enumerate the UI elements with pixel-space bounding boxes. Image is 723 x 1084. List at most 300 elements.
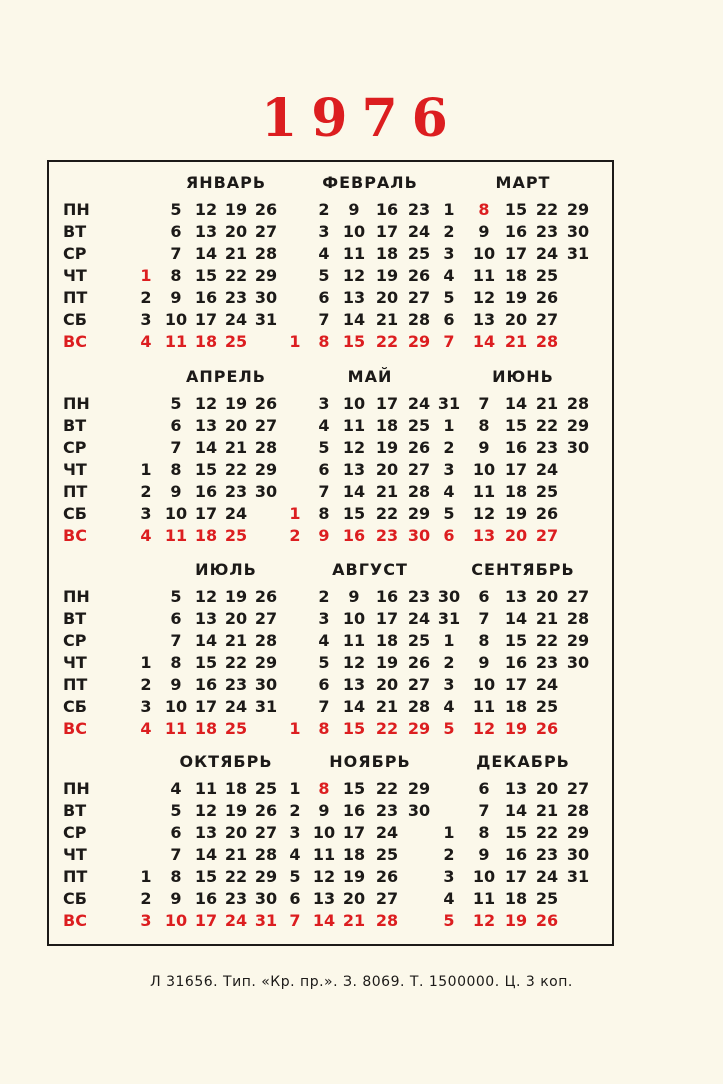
day-number: 24 (535, 460, 559, 479)
day-number: 22 (375, 779, 399, 798)
day-number: 14 (472, 332, 496, 351)
day-number: 29 (407, 332, 431, 351)
day-number: 1 (289, 332, 301, 351)
day-number: 1 (289, 504, 301, 523)
weekday-label: СБ (63, 504, 87, 523)
day-number: 12 (312, 867, 336, 886)
day-number: 8 (170, 867, 182, 886)
day-number: 3 (140, 697, 152, 716)
day-number: 24 (224, 911, 248, 930)
day-number: 11 (194, 779, 218, 798)
day-number: 27 (535, 310, 559, 329)
day-number: 7 (318, 697, 330, 716)
day-number: 5 (443, 911, 455, 930)
day-number: 23 (535, 438, 559, 457)
day-number: 11 (342, 244, 366, 263)
day-number: 5 (170, 200, 182, 219)
day-number: 15 (504, 823, 528, 842)
day-number: 2 (140, 675, 152, 694)
day-number: 3 (318, 222, 330, 241)
day-number: 17 (194, 310, 218, 329)
year-title: 1976 (261, 88, 462, 149)
day-number: 15 (194, 460, 218, 479)
day-number: 30 (566, 222, 590, 241)
day-number: 26 (535, 288, 559, 307)
day-number: 3 (443, 675, 455, 694)
day-number: 8 (478, 823, 490, 842)
day-number: 19 (504, 719, 528, 738)
day-number: 15 (194, 266, 218, 285)
day-number: 30 (566, 845, 590, 864)
day-number: 3 (318, 394, 330, 413)
day-number: 21 (504, 332, 528, 351)
day-number: 14 (342, 697, 366, 716)
day-number: 16 (342, 801, 366, 820)
day-number: 7 (170, 438, 182, 457)
day-number: 2 (443, 222, 455, 241)
day-number: 25 (535, 697, 559, 716)
day-number: 5 (170, 587, 182, 606)
weekday-label: ВТ (63, 609, 87, 628)
day-number: 8 (318, 779, 330, 798)
day-number: 14 (194, 438, 218, 457)
day-number: 18 (375, 631, 399, 650)
day-number: 6 (443, 310, 455, 329)
day-number: 5 (318, 266, 330, 285)
day-number: 30 (254, 288, 278, 307)
day-number: 19 (342, 867, 366, 886)
day-number: 2 (318, 200, 330, 219)
day-number: 20 (504, 310, 528, 329)
day-number: 20 (375, 288, 399, 307)
day-number: 17 (504, 867, 528, 886)
day-number: 17 (194, 504, 218, 523)
day-number: 5 (443, 504, 455, 523)
day-number: 20 (535, 587, 559, 606)
day-number: 20 (224, 416, 248, 435)
day-number: 14 (194, 845, 218, 864)
day-number: 24 (224, 697, 248, 716)
day-number: 22 (535, 631, 559, 650)
day-number: 23 (407, 200, 431, 219)
day-number: 25 (224, 719, 248, 738)
day-number: 16 (194, 889, 218, 908)
month-name: АПРЕЛЬ (186, 367, 266, 386)
day-number: 23 (407, 587, 431, 606)
day-number: 12 (194, 801, 218, 820)
day-number: 10 (342, 394, 366, 413)
weekday-label: ВТ (63, 222, 87, 241)
day-number: 23 (224, 675, 248, 694)
day-number: 7 (170, 244, 182, 263)
day-number: 22 (375, 719, 399, 738)
day-number: 9 (478, 222, 490, 241)
day-number: 12 (194, 394, 218, 413)
day-number: 27 (535, 526, 559, 545)
day-number: 20 (224, 609, 248, 628)
weekday-label: ЧТ (63, 266, 87, 285)
day-number: 10 (342, 222, 366, 241)
day-number: 26 (407, 653, 431, 672)
day-number: 24 (375, 823, 399, 842)
day-number: 20 (224, 823, 248, 842)
day-number: 5 (170, 801, 182, 820)
day-number: 4 (140, 526, 152, 545)
day-number: 11 (164, 719, 188, 738)
day-number: 22 (224, 266, 248, 285)
day-number: 21 (375, 310, 399, 329)
day-number: 1 (443, 631, 455, 650)
month-name: ИЮНЬ (492, 367, 554, 386)
day-number: 11 (472, 697, 496, 716)
day-number: 13 (472, 526, 496, 545)
day-number: 30 (566, 438, 590, 457)
day-number: 20 (375, 675, 399, 694)
month-name: СЕНТЯБРЬ (471, 560, 575, 579)
day-number: 10 (164, 504, 188, 523)
day-number: 15 (194, 867, 218, 886)
day-number: 27 (407, 460, 431, 479)
day-number: 12 (194, 200, 218, 219)
weekday-label: СР (63, 244, 87, 263)
day-number: 30 (407, 526, 431, 545)
day-number: 8 (478, 200, 490, 219)
day-number: 1 (443, 823, 455, 842)
day-number: 6 (170, 416, 182, 435)
day-number: 23 (224, 889, 248, 908)
day-number: 28 (254, 631, 278, 650)
day-number: 21 (224, 845, 248, 864)
day-number: 19 (375, 266, 399, 285)
day-number: 21 (375, 482, 399, 501)
day-number: 14 (194, 244, 218, 263)
month-name: ЯНВАРЬ (185, 173, 267, 192)
day-number: 18 (224, 779, 248, 798)
day-number: 9 (348, 587, 360, 606)
day-number: 25 (535, 889, 559, 908)
day-number: 16 (504, 222, 528, 241)
day-number: 13 (504, 587, 528, 606)
day-number: 14 (504, 609, 528, 628)
day-number: 7 (170, 631, 182, 650)
day-number: 13 (342, 288, 366, 307)
day-number: 3 (443, 460, 455, 479)
day-number: 22 (375, 332, 399, 351)
day-number: 6 (170, 609, 182, 628)
day-number: 17 (194, 697, 218, 716)
day-number: 12 (472, 504, 496, 523)
day-number: 25 (535, 266, 559, 285)
day-number: 5 (170, 394, 182, 413)
day-number: 24 (407, 609, 431, 628)
day-number: 3 (140, 504, 152, 523)
day-number: 4 (140, 719, 152, 738)
day-number: 23 (224, 288, 248, 307)
day-number: 4 (443, 697, 455, 716)
day-number: 4 (443, 889, 455, 908)
day-number: 15 (342, 504, 366, 523)
day-number: 22 (224, 460, 248, 479)
day-number: 26 (535, 504, 559, 523)
day-number: 22 (375, 504, 399, 523)
day-number: 22 (535, 200, 559, 219)
day-number: 7 (318, 310, 330, 329)
day-number: 10 (312, 823, 336, 842)
day-number: 14 (504, 801, 528, 820)
day-number: 3 (318, 609, 330, 628)
day-number: 9 (478, 438, 490, 457)
day-number: 19 (504, 288, 528, 307)
day-number: 18 (504, 482, 528, 501)
day-number: 26 (535, 719, 559, 738)
day-number: 13 (342, 460, 366, 479)
day-number: 11 (342, 416, 366, 435)
weekday-label: ПТ (63, 867, 88, 886)
day-number: 5 (318, 653, 330, 672)
day-number: 24 (407, 222, 431, 241)
day-number: 25 (224, 526, 248, 545)
day-number: 9 (170, 675, 182, 694)
day-number: 21 (535, 394, 559, 413)
day-number: 14 (194, 631, 218, 650)
day-number: 4 (170, 779, 182, 798)
day-number: 15 (504, 631, 528, 650)
day-number: 19 (224, 200, 248, 219)
day-number: 19 (504, 504, 528, 523)
day-number: 2 (443, 845, 455, 864)
day-number: 16 (504, 653, 528, 672)
day-number: 8 (318, 504, 330, 523)
day-number: 6 (318, 288, 330, 307)
day-number: 15 (342, 719, 366, 738)
day-number: 3 (443, 244, 455, 263)
day-number: 21 (224, 631, 248, 650)
day-number: 1 (443, 416, 455, 435)
day-number: 18 (194, 719, 218, 738)
day-number: 13 (504, 779, 528, 798)
day-number: 29 (566, 200, 590, 219)
day-number: 17 (504, 460, 528, 479)
month-name: МАРТ (495, 173, 551, 192)
day-number: 2 (318, 587, 330, 606)
day-number: 12 (472, 911, 496, 930)
day-number: 26 (254, 200, 278, 219)
day-number: 29 (407, 504, 431, 523)
day-number: 24 (535, 867, 559, 886)
day-number: 23 (535, 222, 559, 241)
day-number: 9 (478, 845, 490, 864)
weekday-label: ПН (63, 587, 90, 606)
day-number: 3 (289, 823, 301, 842)
day-number: 21 (535, 801, 559, 820)
day-number: 14 (342, 482, 366, 501)
day-number: 20 (375, 460, 399, 479)
weekday-label: ЧТ (63, 653, 87, 672)
day-number: 13 (194, 416, 218, 435)
day-number: 28 (254, 244, 278, 263)
day-number: 27 (254, 416, 278, 435)
day-number: 14 (342, 310, 366, 329)
day-number: 12 (342, 266, 366, 285)
day-number: 25 (224, 332, 248, 351)
day-number: 22 (224, 867, 248, 886)
day-number: 27 (375, 889, 399, 908)
day-number: 2 (289, 526, 301, 545)
day-number: 22 (535, 416, 559, 435)
day-number: 27 (407, 675, 431, 694)
day-number: 28 (566, 609, 590, 628)
day-number: 13 (312, 889, 336, 908)
day-number: 2 (140, 482, 152, 501)
day-number: 17 (342, 823, 366, 842)
day-number: 20 (342, 889, 366, 908)
day-number: 28 (566, 801, 590, 820)
day-number: 31 (254, 911, 278, 930)
day-number: 28 (375, 911, 399, 930)
day-number: 8 (170, 266, 182, 285)
day-number: 9 (170, 482, 182, 501)
day-number: 22 (224, 653, 248, 672)
day-number: 27 (566, 779, 590, 798)
weekday-label: СР (63, 438, 87, 457)
weekday-label: ВС (63, 332, 87, 351)
day-number: 25 (254, 779, 278, 798)
day-number: 31 (437, 609, 461, 628)
day-number: 27 (254, 609, 278, 628)
day-number: 5 (289, 867, 301, 886)
day-number: 15 (504, 416, 528, 435)
day-number: 21 (342, 911, 366, 930)
day-number: 18 (504, 889, 528, 908)
day-number: 26 (407, 266, 431, 285)
day-number: 16 (504, 845, 528, 864)
day-number: 30 (254, 675, 278, 694)
day-number: 19 (224, 394, 248, 413)
day-number: 10 (472, 460, 496, 479)
day-number: 29 (254, 266, 278, 285)
day-number: 2 (140, 288, 152, 307)
day-number: 31 (437, 394, 461, 413)
day-number: 9 (478, 653, 490, 672)
day-number: 1 (289, 719, 301, 738)
day-number: 29 (566, 631, 590, 650)
day-number: 1 (140, 460, 152, 479)
day-number: 8 (318, 719, 330, 738)
print-imprint: Л 31656. Тип. «Кр. пр.». З. 8069. Т. 1500000. Ц. 3 коп. (150, 974, 573, 990)
day-number: 10 (164, 911, 188, 930)
day-number: 10 (472, 867, 496, 886)
day-number: 26 (375, 867, 399, 886)
day-number: 4 (318, 416, 330, 435)
day-number: 26 (535, 911, 559, 930)
day-number: 26 (254, 801, 278, 820)
day-number: 29 (566, 416, 590, 435)
day-number: 19 (375, 438, 399, 457)
day-number: 7 (170, 845, 182, 864)
day-number: 10 (342, 609, 366, 628)
day-number: 7 (318, 482, 330, 501)
day-number: 18 (504, 697, 528, 716)
month-name: МАЙ (347, 367, 393, 386)
day-number: 30 (254, 482, 278, 501)
day-number: 8 (478, 631, 490, 650)
day-number: 9 (348, 200, 360, 219)
day-number: 12 (472, 288, 496, 307)
day-number: 25 (375, 845, 399, 864)
day-number: 4 (318, 631, 330, 650)
day-number: 1 (289, 779, 301, 798)
day-number: 4 (443, 266, 455, 285)
weekday-label: ВС (63, 911, 87, 930)
day-number: 19 (504, 911, 528, 930)
day-number: 4 (140, 332, 152, 351)
day-number: 31 (254, 310, 278, 329)
day-number: 2 (443, 653, 455, 672)
day-number: 12 (194, 587, 218, 606)
month-name: ОКТЯБРЬ (179, 752, 273, 771)
day-number: 23 (375, 801, 399, 820)
day-number: 15 (504, 200, 528, 219)
weekday-label: ВТ (63, 801, 87, 820)
day-number: 19 (224, 801, 248, 820)
day-number: 13 (194, 609, 218, 628)
day-number: 4 (318, 244, 330, 263)
day-number: 16 (194, 675, 218, 694)
day-number: 15 (342, 779, 366, 798)
day-number: 20 (504, 526, 528, 545)
day-number: 26 (254, 587, 278, 606)
day-number: 13 (472, 310, 496, 329)
day-number: 9 (170, 889, 182, 908)
weekday-label: СБ (63, 697, 87, 716)
day-number: 18 (194, 526, 218, 545)
day-number: 30 (566, 653, 590, 672)
day-number: 1 (140, 653, 152, 672)
weekday-label: ПН (63, 779, 90, 798)
day-number: 16 (342, 526, 366, 545)
day-number: 3 (443, 867, 455, 886)
day-number: 1 (140, 266, 152, 285)
month-name: НОЯБРЬ (329, 752, 411, 771)
day-number: 14 (504, 394, 528, 413)
day-number: 17 (375, 222, 399, 241)
day-number: 19 (375, 653, 399, 672)
weekday-label: ВС (63, 719, 87, 738)
day-number: 24 (407, 394, 431, 413)
day-number: 29 (254, 867, 278, 886)
day-number: 4 (289, 845, 301, 864)
day-number: 2 (289, 801, 301, 820)
day-number: 23 (375, 526, 399, 545)
weekday-label: СБ (63, 889, 87, 908)
day-number: 25 (407, 416, 431, 435)
day-number: 6 (170, 823, 182, 842)
day-number: 29 (407, 719, 431, 738)
day-number: 23 (535, 653, 559, 672)
day-number: 6 (478, 779, 490, 798)
day-number: 8 (170, 653, 182, 672)
day-number: 7 (478, 394, 490, 413)
day-number: 29 (566, 823, 590, 842)
day-number: 11 (164, 526, 188, 545)
day-number: 16 (375, 200, 399, 219)
day-number: 17 (375, 609, 399, 628)
day-number: 21 (375, 697, 399, 716)
day-number: 11 (472, 889, 496, 908)
day-number: 8 (478, 416, 490, 435)
day-number: 15 (342, 332, 366, 351)
weekday-label: ЧТ (63, 460, 87, 479)
